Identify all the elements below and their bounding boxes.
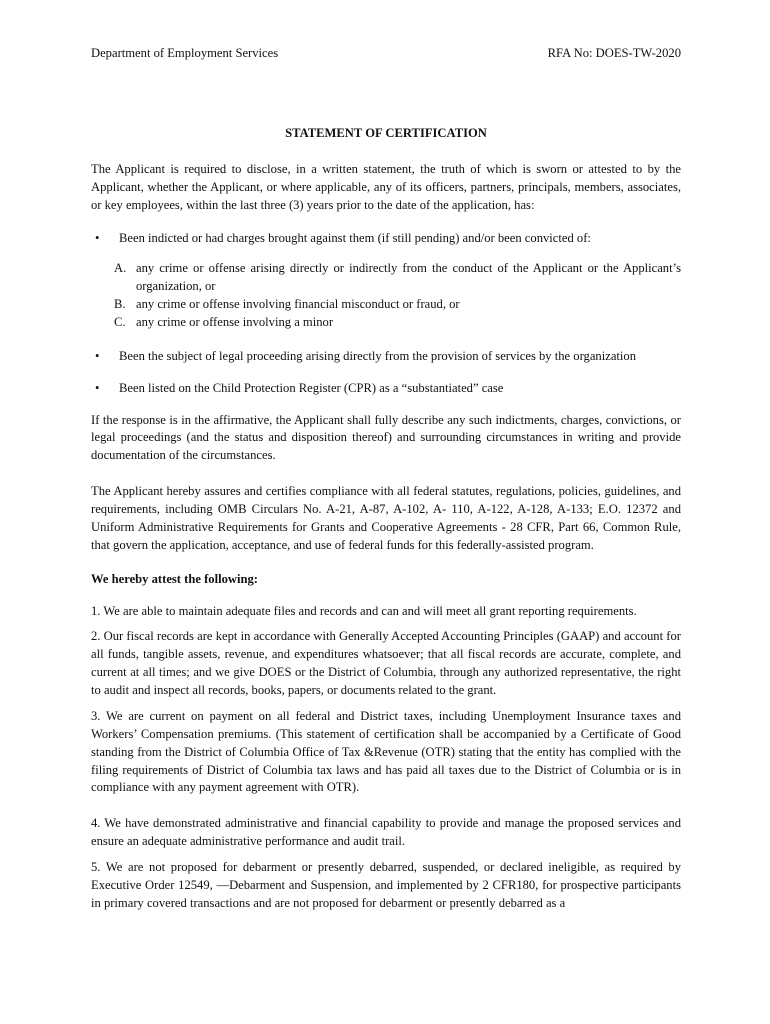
list-text: any crime or offense involving a minor: [136, 314, 334, 329]
attest-heading: We hereby attest the following:: [91, 571, 258, 586]
attest-item-2: 2. Our fiscal records are kept in accordance with Generally Accepted Accounting Principles (GAAP) and account for all funds, tangible assets, revenue, and expenditures whatsoever; that all fiscal records are accurate, complete, and current at all times; and we give DOES or the District of Columbia, through any authorized representative, the right to audit and inspect all records, books, papers, or documents related to the grant.: [91, 629, 681, 697]
list-item: [114, 260, 681, 296]
header-department: Department of Employment Services: [91, 46, 279, 60]
bullet-item: [91, 230, 681, 248]
affirmative-paragraph: If the response is in the affirmative, the Applicant shall fully describe any such indictments, charges, convictions, or legal proceedings (and the status and disposition thereof) and surrounding circumstances in writing and provide documentation of the circumstances.: [91, 412, 681, 463]
page-header: [91, 45, 681, 63]
bullet-text: Been the subject of legal proceeding arising directly from the provision of services by the organization: [119, 348, 637, 363]
bullet-text: Been indicted or had charges brought against them (if still pending) and/or been convicted of:: [119, 231, 591, 246]
list-marker: C.: [114, 314, 126, 329]
attest-item-1: 1. We are able to maintain adequate files and records and can and will meet all grant reporting requirements.: [91, 603, 637, 618]
attest-item-4: 4. We have demonstrated administrative and financial capability to provide and manage the proposed services and ensure an adequate administrative performance and audit trail.: [91, 816, 681, 849]
header-rfa-number: RFA No: DOES-TW-2020: [547, 46, 681, 60]
intro-paragraph: The Applicant is required to disclose, in a written statement, the truth of which is sworn or attested to by the Applicant, whether the Applicant, or where applicable, any of its officers, partners, principals, members, associates, or key employees, within the last three (3) years prior to the date of the application, has:: [91, 161, 681, 212]
list-item: [114, 314, 681, 332]
assurance-paragraph: The Applicant hereby assures and certifies compliance with all federal statutes, regulations, policies, guidelines, and requirements, including OMB Circulars No. A-21, A-87, A-102, A- 110, A-122, A-128, A-133; E.O. 12372 and Uniform Administrative Requirements for Grants and Cooperative Agreements - 28 CFR, Part 66, Common Rule, that govern the application, acceptance, and use of federal funds for this federally-assisted program.: [91, 484, 681, 552]
offense-sublist: [91, 260, 681, 332]
bullet-item: [91, 380, 681, 398]
document-title: STATEMENT OF CERTIFICATION: [285, 125, 487, 140]
bullet-icon: •: [95, 348, 100, 363]
list-text: any crime or offense arising directly or indirectly from the conduct of the Applicant or the Applicant’s organization, or: [136, 261, 681, 294]
bullet-icon: •: [95, 231, 100, 246]
bullet-item: [91, 348, 681, 366]
bullet-icon: •: [95, 380, 100, 395]
list-marker: B.: [114, 297, 126, 311]
list-text: any crime or offense involving financial misconduct or fraud, or: [136, 297, 460, 311]
attest-item-3: 3. We are current on payment on all federal and District taxes, including Unemployment Insurance taxes and Workers’ Compensation premiums. (This statement of certification shall be accompanied by a Certificate of Good standing from the District of Columbia Office of Tax &Revenue (OTR) stating that the entity has complied with the filing requirements of District of Columbia tax laws and has paid all taxes due to the District of Columbia or is in compliance with any payment agreement with OTR).: [91, 708, 681, 795]
bullet-text: Been listed on the Child Protection Register (CPR) as a “substantiated” case: [119, 380, 504, 395]
attest-item-5: 5. We are not proposed for debarment or presently debarred, suspended, or declared ineligible, as required by Executive Order 12549, ―Debarment and Suspension, and implemented by 2 CFR180, for prospective participants in primary covered transactions and are not proposed for debarment or presently debarred as a: [91, 860, 681, 910]
list-item: [114, 296, 681, 314]
list-marker: A.: [114, 261, 127, 276]
